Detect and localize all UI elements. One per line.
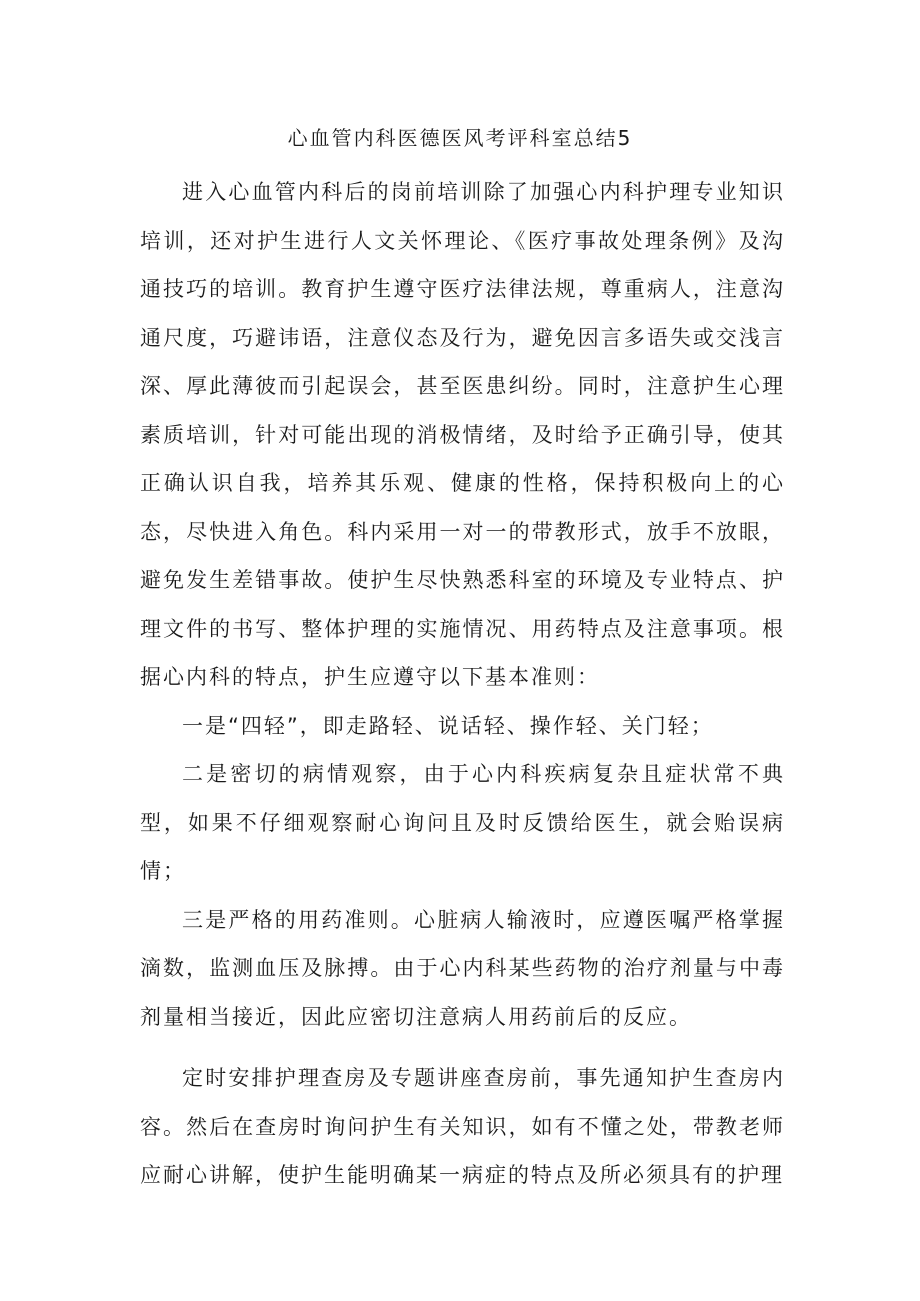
document-title: 心血管内科医德医风考评科室总结5 [287,126,633,150]
document-body [140,168,785,1200]
paragraph-ward-rounds: 定时安排护理查房及专题讲座查房前，事先通知护生查房内容。然后在查房时询问护生有关知识，如有不懂之处，带教老师应耐心讲解，使护生能明确某一病症的特点及所必须具有的护理 [140,1066,785,1187]
paragraph-intro: 进入心血管内科后的岗前培训除了加强心内科护理专业知识培训，还对护生进行人文关怀理论、《医疗事故处理条例》及沟通技巧的培训。教育护生遵守医疗法律法规，尊重病人，注意沟通尺度，巧避讳语，注意仪态及行为，避免因言多语失或交浅言深、厚此薄彼而引起误会，甚至医患纠纷。同时，注意护生心理素质培训，针对可能出现的消极情绪，及时给予正确引导，使其正确认识自我，培养其乐观、健康的性格，保持积极向上的心态，尽快进入角色。科内采用一对一的带教形式，放手不放眼，避免发生差错事故。使护生尽快熟悉科室的环境及专业特点、护理文件的书写、整体护理的实施情况、用药特点及注意事项。根据心内科的特点，护生应遵守以下基本准则： [140,180,785,689]
paragraph-rule-one: 一是“四轻”，即走路轻、说话轻、操作轻、关门轻； [182,713,714,738]
paragraph-rule-three: 三是严格的用药准则。心脏病人输液时，应遵医嘱严格掌握滴数，监测血压及脉搏。由于心内科某些药物的治疗剂量与中毒剂量相当接近，因此应密切注意病人用药前后的反应。 [140,907,785,1029]
paragraph-rule-two: 二是密切的病情观察，由于心内科疾病复杂且症状常不典型，如果不仔细观察耐心询问且及时反馈给医生，就会贻误病情； [140,762,785,883]
